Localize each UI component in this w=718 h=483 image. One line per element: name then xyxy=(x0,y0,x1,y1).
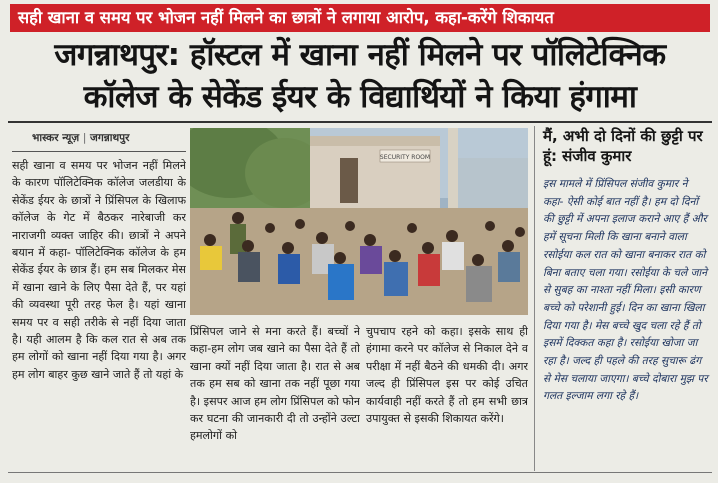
byline-separator: | xyxy=(82,132,87,144)
sidebar-heading: मैं, अभी दो दिनों की छुट्टी पर हूं: संजीव कुमार xyxy=(543,127,703,165)
byline-agency: भास्कर न्यूज़ xyxy=(32,132,80,144)
byline xyxy=(32,131,184,145)
protest-photo-illustration xyxy=(190,128,528,315)
article-column-2: प्रिंसिपल जाने से मना करते हैं। बच्चों ने कहा-हम लोग जब खाने का पैसा देते हैं तो खाना क्यों नहीं दिया जाता है। रात से अब तक हम सब को खाना तक नहीं पूछा गया है। इसपर आज हम लोग प्रिंसिपल को फोन कर घटना की जानकारी दी तो उन्होंने उल्टा हमलोगों को xyxy=(190,325,360,443)
byline-place: जगन्नाथपुर xyxy=(90,132,130,144)
headline-divider xyxy=(8,121,712,123)
kicker-banner: सही खाना व समय पर भोजन नहीं मिलने का छात्रों ने लगाया आरोप, कहा-करेंगे शिकायत xyxy=(10,4,710,32)
article-column-1: सही खाना व समय पर भोजन नहीं मिलने के कारण पॉलिटेक्निक कॉलेज जलडीया के सेकेंड ईयर के छात्रों ने प्रिंसिपल के खिलाफ कॉलेज के गेट में बैठकर नारेबाजी कर नाराजगी व्यक्त जाहिर की। छात्रों ने अपने बयान में कहा- पॉलिटेक्निक कॉलेज के हम सेकेंड ईयर के छात्र हैं। हम सब मिलकर मेस में खाना खाने के लिए पैसा देते हैं, पर यहां की व्यवस्था पूरी तरह फेल है। यहां खाना समय पर व सही तरीके से नहीं दिया जाता है। यही आलम है कि कल रात से अब तक हम लोगों को खाना नहीं दिया गया है। अगर हम लोग बाहर कुछ खाने जाते हैं तो यहां के xyxy=(12,159,186,381)
headline xyxy=(8,34,712,118)
sidebar-box xyxy=(534,126,712,471)
article-column-3: चुपचाप रहने को कहा। इसके साथ ही हंगामा करने पर कॉलेज से निकाल देने व परीक्षा में नहीं बैठने की धमकी दी। अगर जल्द ही प्रिंसिपल इस पर कोई उचित कार्यवाही नहीं करते हैं तो हम सभी छात्र उपायुक्त से इसकी शिकायत करेंगे। xyxy=(366,325,528,426)
headline-line-1: जगन्नाथपुर: हॉस्टल में खाना नहीं मिलने पर पॉलिटेक्निक xyxy=(54,37,666,73)
headline-line-2: कॉलेज के सेकेंड ईयर के विद्यार्थियों ने किया हंगामा xyxy=(83,79,637,115)
sidebar-body: इस मामले में प्रिंसिपल संजीव कुमार ने कहा- ऐसी कोई बात नहीं है। हम दो दिनों की छुट्टी में अपना इलाज कराने आए हैं और हमें सूचना मिली कि खाना बनाने वाला रसोईया कल रात को खाना बनाकर रात को बिना बताए चला गया। रसोईया के चले जाने से सुबह का नाश्ता नहीं मिला। इसी कारण बच्चे को परेशानी हुई। दिन का खाना खिला दिया गया है। मेस बच्चे खुद चला रहे हैं तो इसमें दिक्कत कहा है। रसोईया खोजा जा रहा है। जल्द ही पहले की तरह सुचारू ढंग से मेस चलाया जाएगा। बच्चे दोबारा मुझ पर गलत इल्जाम लगा रहे हैं। xyxy=(543,178,708,403)
security-room-sign: SECURITY ROOM xyxy=(379,154,431,161)
bottom-divider xyxy=(8,472,712,473)
news-photo xyxy=(190,128,528,315)
byline-divider xyxy=(12,151,186,152)
